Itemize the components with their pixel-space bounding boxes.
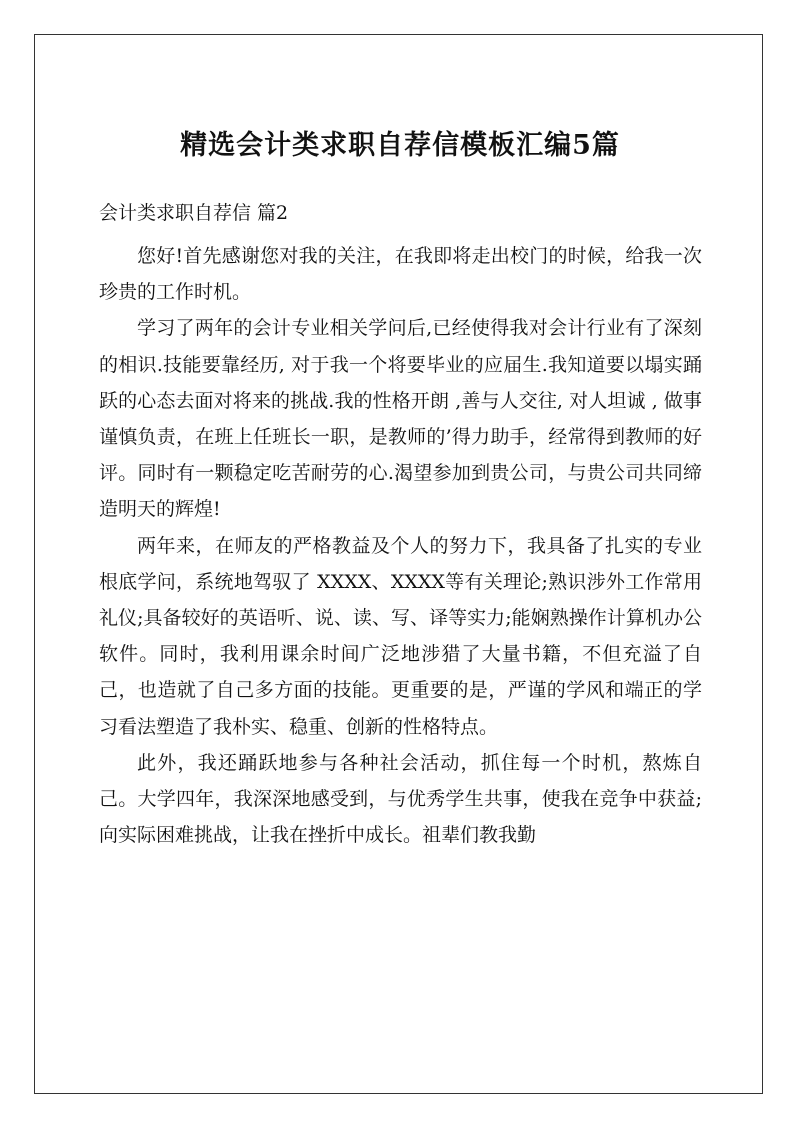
paragraph-background: 学习了两年的会计专业相关学问后,已经使得我对会计行业有了深刻的相识.技能要靠经历, 对于我一个将要毕业的应届生.我知道要以塌实踊跃的心态去面对将来的挑战.我的性格开朗 ,善与人交往, 对人坦诚 , 做事谨慎负责，在班上任班长一职，是教师的’得力助手，经常得到教师的好评。同时有一颗稳定吃苦耐劳的心.渴望参加到贵公司，与贵公司共同缔造明天的辉煌! [99,317,702,521]
document-title: 精选会计类求职自荐信模板汇编5篇 [180,130,620,161]
paragraph-greeting: 您好!首先感谢您对我的关注，在我即将走出校门的时候，给我一次珍贵的工作时机。 [99,245,702,304]
document-subtitle: 会计类求职自荐信 篇2 [99,202,289,224]
paragraph-activities: 此外，我还踊跃地参与各种社会活动，抓住每一个时机，熬炼自己。大学四年，我深深地感受到，与优秀学生共事，使我在竞争中获益;向实际困难挑战，让我在挫折中成长。祖辈们教我勤 [99,751,702,847]
paragraph-skills: 两年来，在师友的严格教益及个人的努力下，我具备了扎实的专业根底学问，系统地驾驭了 XXXX、XXXX等有关理论;熟识涉外工作常用礼仪;具备较好的英语听、说、读、写、译等实力;能娴熟操作计算机办公软件。同时，我利用课余时间广泛地涉猎了大量书籍，不但充溢了自己，也造就了自己多方面的技能。更重要的是，严谨的学风和端正的学习看法塑造了我朴实、稳重、创新的性格特点。 [99,534,702,738]
document-body [99,238,702,853]
